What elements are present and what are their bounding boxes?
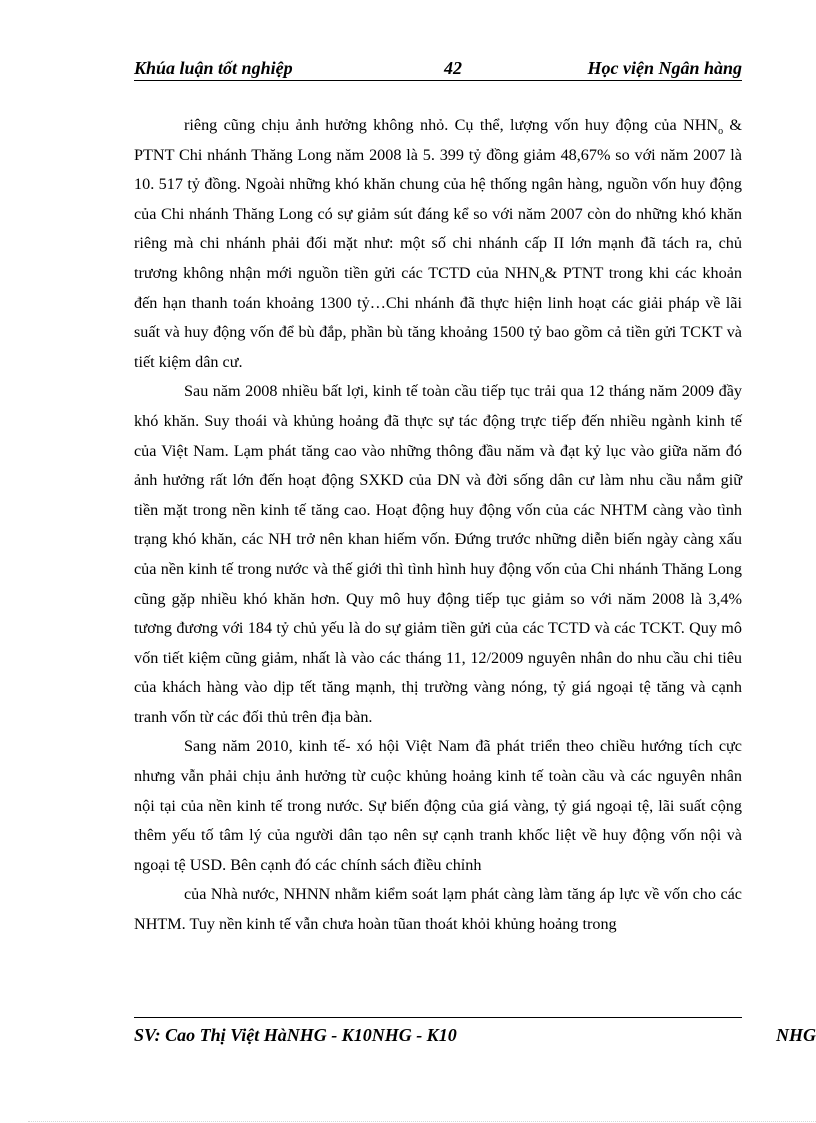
subscript-o: o: [539, 274, 545, 286]
paragraph-3: Sang năm 2010, kinh tế- xó hội Việt Nam đã phát triển theo chiều hướng tích cực nhưng vẫn phải chịu ảnh hưởng từ cuộc khủng hoảng kinh tế toàn cầu và các nguyên nhân nội tại của nền kinh tế trong nước. Sự biến động của giá vàng, tỷ giá ngoại tệ, lãi suất cộng thêm yếu tố tâm lý của người dân tạo nên sự cạnh tranh khốc liệt về huy động vốn nội và ngoại tệ USD. Bên cạnh đó các chính sách điều chỉnh: [134, 737, 742, 874]
header-thesis-title: Khúa luận tốt nghiệp: [134, 58, 293, 78]
footer-divider: [134, 1017, 742, 1018]
page-header: [134, 56, 742, 81]
body-text: [134, 111, 742, 940]
page-footer: [134, 1023, 816, 1049]
paragraph-2: Sau năm 2008 nhiều bất lợi, kinh tế toàn cầu tiếp tục trải qua 12 tháng năm 2009 đầy khó khăn. Suy thoái và khủng hoảng đã thực sự tác động trực tiếp đến nhiều ngành kinh tế của Việt Nam. Lạm phát tăng cao vào những thông đầu năm và đạt kỷ lục vào giữa năm đó ảnh hưởng rất lớn đến hoạt động SXKD của DN và đời sống dân cư làm nhu cầu nắm giữ tiền mặt trong nền kinh tế tăng cao. Hoạt động huy động vốn của các NHTM càng vào tình trạng khó khăn, các NH trở nên khan hiếm vốn. Đứng trước những diễn biến ngày càng xấu của nền kinh tế trong nước và thế giới thì tình hình huy động vốn của Chi nhánh Thăng Long cũng gặp nhiều khó khăn hơn. Quy mô huy động tiếp tục giảm so với năm 2008 là 3,4% tương đương với 184 tỷ chủ yếu là do sự giảm tiền gửi của các TCTD và các TCKT. Quy mô vốn tiết kiệm cũng giảm, nhất là vào các tháng 11, 12/2009 nguyên nhân do nhu cầu chi tiêu của khách hàng vào dịp tết tăng mạnh, thị trường vàng nóng, tỷ giá ngoại tệ tăng và cạnh tranh vốn từ các đối thủ trên địa bàn.: [134, 382, 742, 726]
footer-student: SV: Cao Thị Việt HàNHG - K10NHG - K10: [134, 1025, 457, 1045]
footer-code: NHG: [776, 1025, 816, 1045]
paragraph-1-part-a: riêng cũng chịu ảnh hưởng không nhỏ. Cụ thể, lượng vốn huy động của NHN: [184, 116, 719, 134]
header-page-number: 42: [444, 58, 462, 78]
page-edge-divider: [28, 1121, 816, 1122]
subscript-o: o: [718, 126, 724, 138]
paragraph-4: của Nhà nước, NHNN nhằm kiểm soát lạm phát càng làm tăng áp lực về vốn cho các NHTM. Tuy nền kinh tế vẫn chưa hoàn tũan thoát khỏi khủng hoảng trong: [134, 885, 742, 934]
header-institution: Học viện Ngân hàng: [587, 58, 742, 78]
paragraph-1: [134, 111, 742, 377]
paragraph-1-part-b: & PTNT Chi nhánh Thăng Long năm 2008 là 5. 399 tỷ đồng giảm 48,67% so với năm 2007 là 10. 517 tỷ đồng. Ngoài những khó khăn chung của hệ thống ngân hàng, nguồn vốn huy động của Chi nhánh Thăng Long có sự giảm sút đáng kể so với năm 2007 còn do những khó khăn riêng mà chi nhánh phải đối mặt như: một số chi nhánh cấp II lớn mạnh đã tách ra, chủ trương không nhận mới nguồn tiền gửi các TCTD của NHN: [134, 116, 742, 282]
paragraph-1-part-c: & PTNT trong khi các khoản đến hạn thanh toán khoảng 1300 tỷ…Chi nhánh đã thực hiện linh hoạt các giải pháp về lãi suất và huy động vốn để bù đắp, phần bù tăng khoảng 1500 tỷ bao gồm cả tiền gửi TCKT và tiết kiệm dân cư.: [134, 263, 742, 371]
